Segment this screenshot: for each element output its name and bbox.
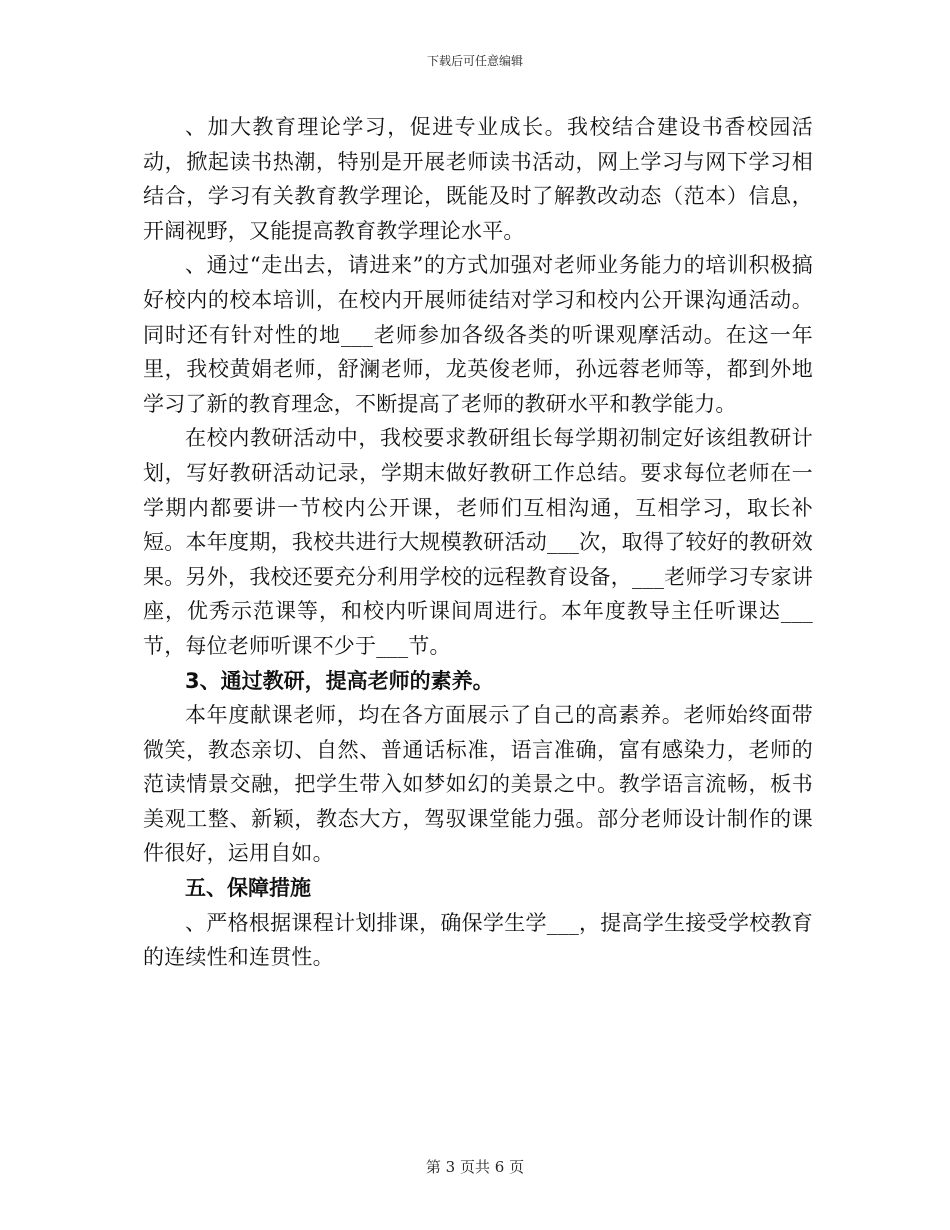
document-body: [143, 110, 813, 975]
page-footer: 第 3 页共 6 页: [425, 1158, 525, 1176]
section-heading-safeguards: 五、保障措施: [185, 876, 311, 901]
paragraph-theory-study: 、加大教育理论学习，促进专业成长。我校结合建设书香校园活动，掀起读书热潮，特别是开展老师读书活动，网上学习与网下学习相结合，学习有关教育教学理论，既能及时了解教改动态（范本）信息，开阔视野，又能提高教育教学理论水平。: [143, 115, 813, 243]
paragraph-training: 、通过“走出去，请进来”的方式加强对老师业务能力的培训积极搞好校内的校本培训，在校内开展师徒结对学习和校内公开课沟通活动。同时还有针对性的地___老师参加各级各类的听课观摩活动。在这一年里，我校黄娟老师，舒澜老师，龙英俊老师，孙远蓉老师等，都到外地学习了新的教育理念，不断提高了老师的教研水平和教学能力。: [143, 253, 813, 416]
section-heading-teacher-quality: 3、通过教研，提高老师的素养。: [185, 668, 494, 693]
paragraph-schedule: 、严格根据课程计划排课，确保学生学___，提高学生接受学校教育的连续性和连贯性。: [143, 910, 813, 970]
page-header: 下载后可任意编辑: [426, 54, 523, 68]
paragraph-teaching-research: 在校内教研活动中，我校要求教研组长每学期初制定好该组教研计划，写好教研活动记录，学期末做好教研工作总结。要求每位老师在一学期内都要讲一节校内公开课，老师们互相沟通，互相学习，取长补短。本年度期，我校共进行大规模教研活动___次，取得了较好的教研效果。另外，我校还要充分利用学校的远程教育设备，___老师学习专家讲座，优秀示范课等，和校内听课间周进行。本年度教导主任听课达___节，每位老师听课不少于___节。: [143, 426, 813, 658]
paragraph-teacher-quality: 本年度献课老师，均在各方面展示了自己的高素养。老师始终面带微笑，教态亲切、自然、普通话标准，语言准确，富有感染力，老师的范读情景交融，把学生带入如梦如幻的美景之中。教学语言流畅，板书美观工整、新颖，教态大方，驾驭课堂能力强。部分老师设计制作的课件很好，运用自如。: [143, 703, 813, 866]
